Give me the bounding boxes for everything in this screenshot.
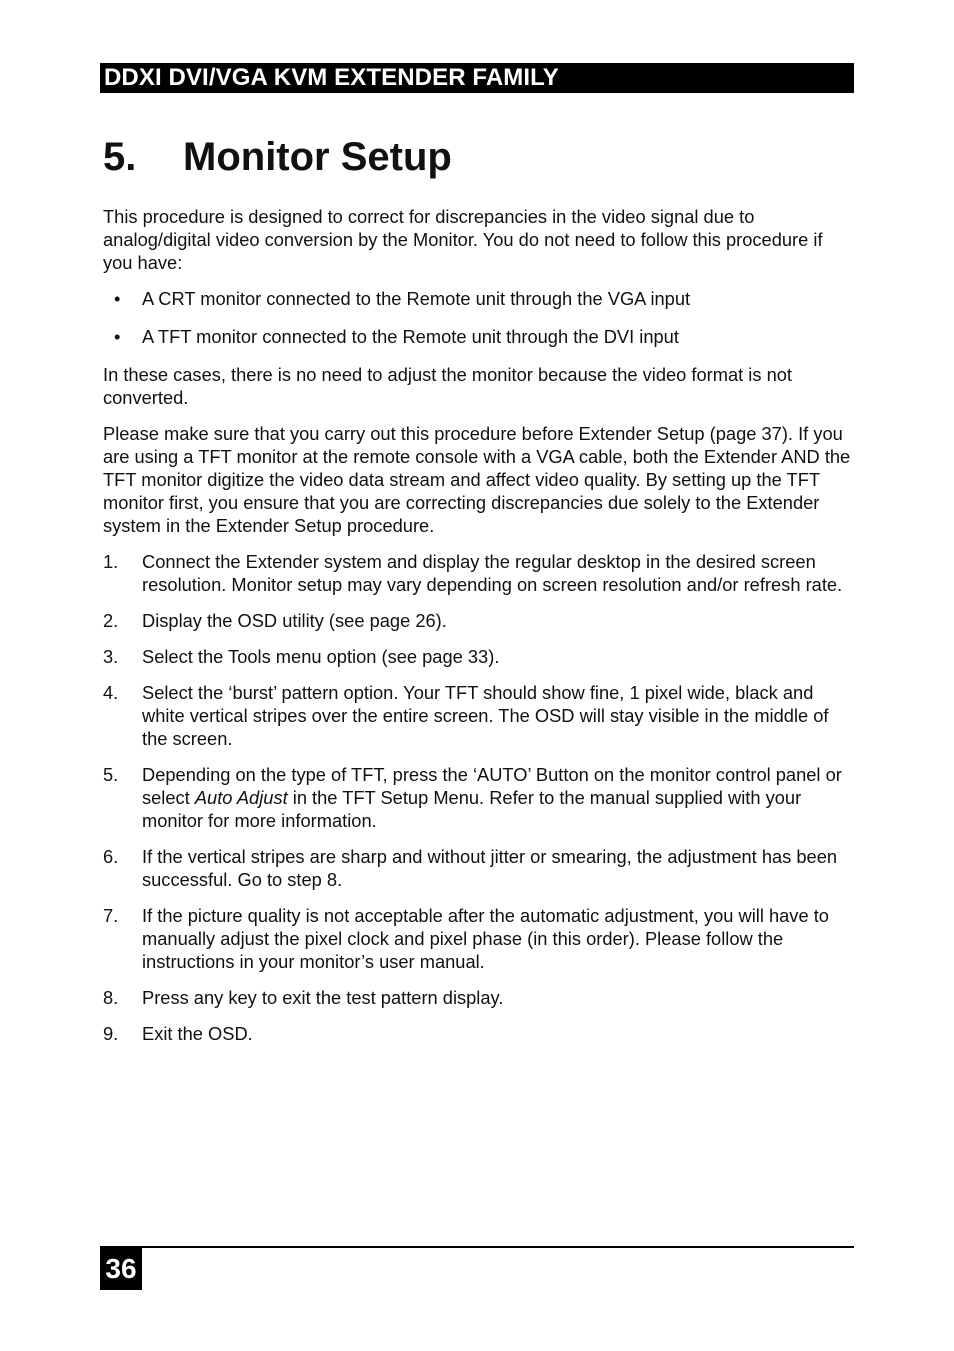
step-text: Select the Tools menu option (see page 33). (142, 646, 500, 667)
step-text: If the picture quality is not acceptable after the automatic adjustment, you will have to manually adjust the pixel clock and pixel phase (in this order). Please follow the instructions in your monitor’s user manual. (142, 905, 829, 972)
step-text: Display the OSD utility (see page 26). (142, 610, 447, 631)
order-paragraph: Please make sure that you carry out this procedure before Extender Setup (page 37). If you are using a TFT monitor at the remote console with a VGA cable, both the Extender AND the TFT monitor digitize the video data stream and affect video quality. By setting up the TFT monitor first, you ensure that you are correcting discrepancies due solely to the Extender system in the Extender Setup procedure. (103, 423, 851, 536)
bullet-item (103, 325, 855, 348)
running-header: DDXI DVI/VGA KVM EXTENDER FAMILY (100, 63, 854, 93)
step-item (103, 1022, 855, 1045)
page-body (103, 205, 855, 1058)
chapter-title (103, 131, 452, 183)
step-text: Exit the OSD. (142, 1023, 253, 1044)
bullet-marker: • (114, 326, 121, 347)
step-item (103, 904, 855, 973)
bullet-marker: • (114, 288, 121, 309)
step-text: If the vertical stripes are sharp and without jitter or smearing, the adjustment has been successful. Go to step 8. (142, 846, 838, 890)
chapter-number: 5. (103, 135, 137, 179)
chapter-title-text: Monitor Setup (183, 135, 452, 179)
step-number: 9. (103, 1023, 119, 1044)
step-number: 7. (103, 905, 119, 926)
step-number: 2. (103, 610, 119, 631)
step-item (103, 763, 855, 832)
intro-paragraph: This procedure is designed to correct for discrepancies in the video signal due to analog/digital video conversion by the Monitor. You do not need to follow this procedure if you have: (103, 206, 823, 273)
step-text-after: in the TFT Setup Menu. Refer to the manual supplied with your monitor for more information. (142, 787, 802, 831)
step-number: 8. (103, 987, 119, 1008)
bullet-item (103, 287, 855, 310)
step-item (103, 609, 855, 632)
footer-rule (100, 1246, 854, 1248)
step-number: 5. (103, 764, 119, 785)
step-text (142, 764, 842, 831)
bullet-text: A CRT monitor connected to the Remote unit through the VGA input (142, 288, 691, 309)
step-item (103, 986, 855, 1009)
auto-adjust-term: Auto Adjust (194, 787, 288, 808)
step-item (103, 550, 855, 596)
step-number: 4. (103, 682, 119, 703)
step-text: Press any key to exit the test pattern display. (142, 987, 504, 1008)
step-text: Select the ‘burst’ pattern option. Your TFT should show fine, 1 pixel wide, black and white vertical stripes over the entire screen. The OSD will stay visible in the middle of the screen. (142, 682, 829, 749)
step-item (103, 681, 855, 750)
bullet-text: A TFT monitor connected to the Remote unit through the DVI input (142, 326, 679, 347)
step-text-before: Depending on the type of TFT, press the ‘AUTO’ Button on the monitor control panel or select (142, 764, 842, 808)
step-number: 6. (103, 846, 119, 867)
step-item (103, 845, 855, 891)
cases-paragraph: In these cases, there is no need to adjust the monitor because the video format is not converted. (103, 364, 793, 408)
step-number: 3. (103, 646, 119, 667)
step-text: Connect the Extender system and display the regular desktop in the desired screen resolution. Monitor setup may vary depending on screen resolution and/or refresh rate. (142, 551, 843, 595)
step-number: 1. (103, 551, 119, 572)
page-number: 36 (100, 1248, 142, 1290)
step-item (103, 645, 855, 668)
